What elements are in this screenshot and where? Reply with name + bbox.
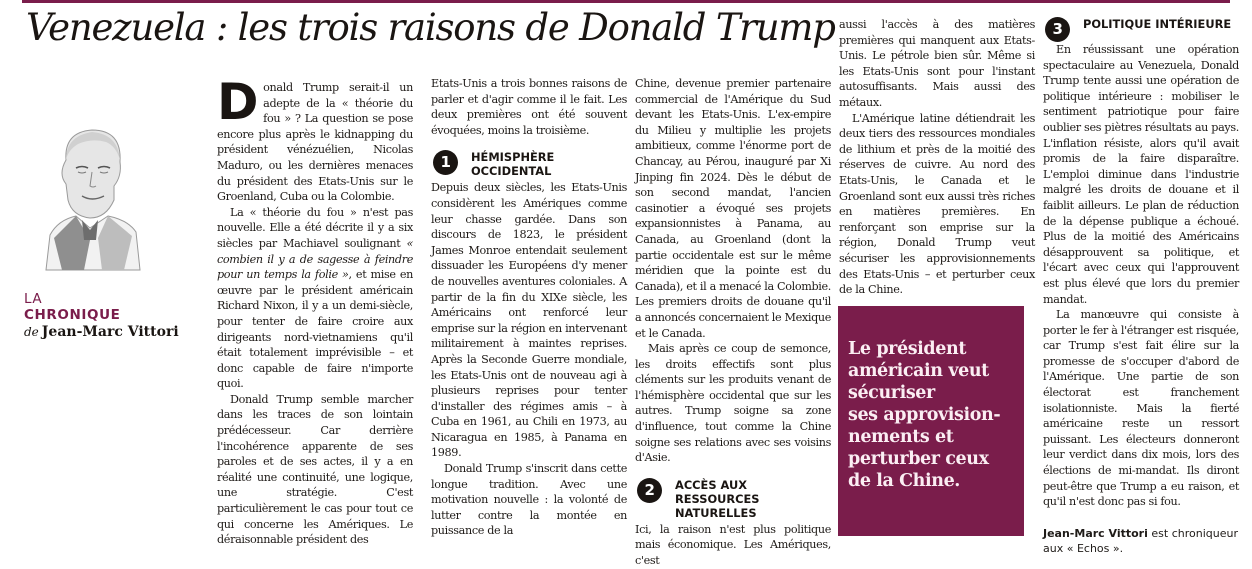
article-column-4 <box>839 17 1035 298</box>
section-2-paragraph-1-cont: aussi l'accès à des matières premières qui manquent aux Etats-Unis. Le pétrole bien sûr. Même si les Etats-Unis sont pour l'instant autosuffisants. Mais aussi des métaux. <box>839 18 1035 109</box>
intro-paragraph-2-start: La « théorie du fou » n'est pas nouvelle. Elle a été décrite il y a six siècles par Machiavel soulignant <box>217 205 413 250</box>
section-1-paragraph-2-cont: Chine, devenue premier partenaire commercial de l'Amérique du Sud devant les Etats-Unis. L'ex-empire du Milieu y multiplie les projets ambitieux, comme l'énorme port de Chancay, au Pérou, inauguré par Xi Jinping fin 2024. Dès le début de son second mandat, l'ancien casinotier a évoqué ses projets expansionnistes à Panama, au Canada, au Groenland (dont la partie occidentale est sur le même méridien que la pointe est du Canada), et il a menacé la Colombie. Les premiers droits de douane qu'il a annoncés concernaient le Mexique et le Canada. <box>635 77 832 340</box>
column-signature <box>24 292 179 341</box>
section-1-heading <box>431 150 627 178</box>
intro-paragraph-1-text: onald Trump serait-il un adepte de la « théorie du fou » ? La question se pose encore plus après le kidnapping du président vénézuélien, Nicolas Maduro, ou les dernières menaces du président des Etats-Unis sur le Groenland, Cuba ou la Colombie. <box>217 81 413 204</box>
section-number-badge: 1 <box>433 150 458 175</box>
intro-paragraph-3-cont: Etats-Unis a trois bonnes raisons de parler et d'agir comme il le fait. Les deux premières ont été souvent évoquées, moins la troisième. <box>431 77 627 137</box>
section-3-heading <box>1043 17 1239 42</box>
intro-paragraph-2 <box>217 205 413 392</box>
pull-quote-box <box>838 306 1024 536</box>
article-column-1 <box>217 73 413 548</box>
rubric-label-chronique: CHRONIQUE <box>24 307 121 323</box>
top-accent-rule <box>22 0 1230 3</box>
section-2-heading <box>635 478 831 520</box>
section-title: ACCÈS AUX RESSOURCES NATURELLES <box>675 477 760 520</box>
machiavel-quote: « combien il y a de sagesse à feindre pour un temps la folie » <box>217 236 413 282</box>
section-2-paragraph-2: L'Amérique latine détiendrait les deux tiers des ressources mondiales de lithium et près de la moitié des réserves de cuivre. Au nord des Etats-Unis, le Canada et le Groenland sont eux aussi très riches en matières premières. En renforçant son emprise sur la région, Donald Trump veut sécuriser les approvisionnements des Etats-Unis – et perturber ceux de la Chine. <box>839 111 1035 297</box>
bio-author-name: Jean-Marc Vittori <box>1043 526 1148 540</box>
author-portrait-illustration-icon <box>36 120 148 275</box>
intro-paragraph-2-end: , et mise en œuvre par le président américain Richard Nixon, il y a un demi-siècle, pour tenter de faire croire aux dirigeants nord-vietnamiens qu'il était totalement imprévisible – et donc capable de faire n'importe quoi. <box>217 268 413 391</box>
rubric-by: de <box>24 325 39 339</box>
section-1-paragraph-3: Mais après ce coup de semonce, les droits effectifs sont plus cléments sur les produits venant de l'hémisphère occidental que sur les autres. Trump soigne sa zone d'influence, tout comme la Chine soigne ses relations avec ses voisins d'Asie. <box>635 342 831 465</box>
section-2-paragraph-1: Ici, la raison n'est plus politique mais économique. Les Amériques, c'est <box>635 522 831 568</box>
article-headline: Venezuela : les trois raisons de Donald Trump <box>26 6 835 49</box>
section-1-paragraph-1: Depuis deux siècles, les Etats-Unis considèrent les Amériques comme leur chasse gardée. Dans son discours de 1823, le président James Monroe entendait seulement dissuader les Européens d'y mener de nouvelles aventures coloniales. A partir de la fin du XIXe siècle, les Américains ont renforcé leur emprise sur la région en intervenant militairement à maintes reprises. Après la Seconde Guerre mondiale, les Etats-Unis ont de nouveau agi à plusieurs reprises pour tenter d'installer des régimes amis – à Cuba en 1961, au Chili en 1973, au Nicaragua en 1985, à Panama en 1989. <box>431 181 627 460</box>
intro-paragraph-3: Donald Trump semble marcher dans les traces de son lointain prédécesseur. Car derrière l'incohérence apparente de ses paroles et de ses actes, il y a en réalité une continuité, une logique, une stratégie. C'est particulièrement le cas pour tout ce qui concerne les Amériques. Le déraisonnable président des <box>217 392 413 547</box>
article-column-5 <box>1043 17 1239 556</box>
bio-text: est chroniqueur aux « Echos ». <box>1043 526 1238 555</box>
section-3-paragraph-1: En réussissant une opération spectaculaire au Venezuela, Donald Trump tente aussi une opération de politique intérieure : mobiliser le sentiment patriotique pour faire oublier ses piètres résultats au pays. L'inflation résiste, alors qu'il avait promis de la faire disparaître. L'emploi diminue dans l'industrie malgré les droits de douane et il faiblit ailleurs. Le plan de réduction de la dépense publique a échoué. Plus de la moitié des Américains désapprouvent sa politique, et l'écart avec ceux qui l'approuvent est plus élevé que lors du premier mandat. <box>1043 43 1239 306</box>
rubric-author-name: Jean-Marc Vittori <box>41 324 179 340</box>
section-number-badge: 3 <box>1045 17 1070 42</box>
dropcap: D <box>217 73 259 131</box>
section-3-paragraph-2: La manœuvre qui consiste à porter le fer à l'étranger est risquée, car Trump s'est fait élire sur la promesse de s'occuper d'abord de l'Amérique. Une partie de son électorat est franchement isolationniste. Mais la fierté américaine reste un ressort puissant. Les électeurs donneront leur verdict dans dix mois, lors des élections de mi-mandat. Ils diront peut-être que Trump a eu raison, et qu'il n'est donc pas si fou. <box>1043 308 1239 509</box>
section-1-paragraph-2: Donald Trump s'inscrit dans cette longue tradition. Avec une motivation nouvelle : la volonté de lutter contre la montée en puissance de la <box>431 462 627 538</box>
article-column-3 <box>635 76 831 569</box>
section-number-badge: 2 <box>637 478 662 503</box>
rubric-label-la: LA <box>24 291 43 307</box>
intro-paragraph-1 <box>217 73 413 205</box>
pull-quote-text: Le président américain veut sécuriser ses approvision- nements et perturber ceux de la Chine. <box>848 339 1001 491</box>
section-title: HÉMISPHÈRE OCCIDENTAL <box>471 150 555 179</box>
article-column-2 <box>431 76 627 539</box>
section-title: POLITIQUE INTÉRIEURE <box>1083 17 1232 31</box>
rubric-author <box>24 323 179 341</box>
